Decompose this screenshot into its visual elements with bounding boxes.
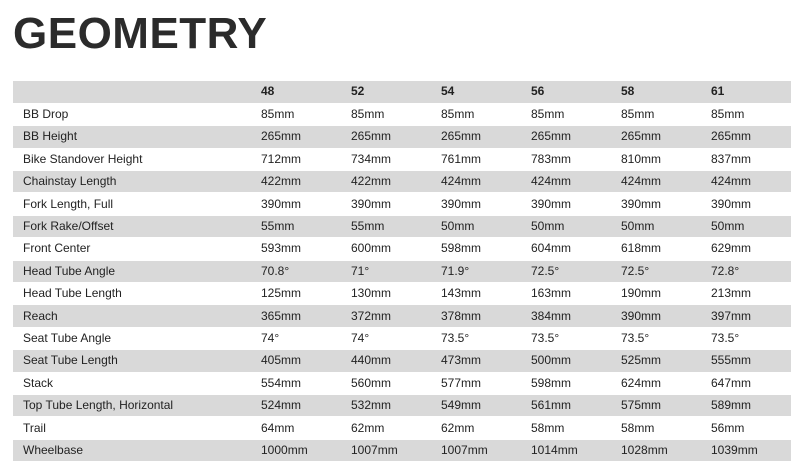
- row-label: Front Center: [13, 238, 251, 260]
- row-label: Wheelbase: [13, 439, 251, 461]
- table-row: [13, 417, 791, 439]
- value-cell: 55mm: [341, 215, 431, 237]
- row-label: Fork Rake/Offset: [13, 215, 251, 237]
- value-cell: 600mm: [341, 238, 431, 260]
- row-label: BB Drop: [13, 103, 251, 125]
- value-cell: 554mm: [251, 372, 341, 394]
- value-cell: 73.5°: [611, 327, 701, 349]
- table-row: [13, 103, 791, 125]
- value-cell: 712mm: [251, 148, 341, 170]
- table-row: [13, 171, 791, 193]
- table-row: [13, 215, 791, 237]
- value-cell: 50mm: [701, 215, 791, 237]
- size-header: 58: [611, 81, 701, 103]
- value-cell: 424mm: [611, 171, 701, 193]
- row-label: Bike Standover Height: [13, 148, 251, 170]
- value-cell: 265mm: [341, 126, 431, 148]
- value-cell: 1007mm: [341, 439, 431, 461]
- value-cell: 71°: [341, 260, 431, 282]
- value-cell: 440mm: [341, 350, 431, 372]
- value-cell: 422mm: [251, 171, 341, 193]
- row-label: Stack: [13, 372, 251, 394]
- value-cell: 525mm: [611, 350, 701, 372]
- value-cell: 604mm: [521, 238, 611, 260]
- value-cell: 74°: [341, 327, 431, 349]
- value-cell: 58mm: [611, 417, 701, 439]
- value-cell: 265mm: [521, 126, 611, 148]
- table-row: [13, 126, 791, 148]
- row-label: Seat Tube Angle: [13, 327, 251, 349]
- row-label: Chainstay Length: [13, 171, 251, 193]
- value-cell: 73.5°: [521, 327, 611, 349]
- value-cell: 647mm: [701, 372, 791, 394]
- table-row: [13, 283, 791, 305]
- value-cell: 56mm: [701, 417, 791, 439]
- value-cell: 125mm: [251, 283, 341, 305]
- value-cell: 85mm: [701, 103, 791, 125]
- value-cell: 372mm: [341, 305, 431, 327]
- value-cell: 1028mm: [611, 439, 701, 461]
- value-cell: 265mm: [431, 126, 521, 148]
- value-cell: 85mm: [341, 103, 431, 125]
- value-cell: 58mm: [521, 417, 611, 439]
- value-cell: 72.8°: [701, 260, 791, 282]
- value-cell: 549mm: [431, 394, 521, 416]
- table-row: [13, 350, 791, 372]
- value-cell: 555mm: [701, 350, 791, 372]
- value-cell: 384mm: [521, 305, 611, 327]
- value-cell: 589mm: [701, 394, 791, 416]
- value-cell: 837mm: [701, 148, 791, 170]
- row-label: Head Tube Length: [13, 283, 251, 305]
- value-cell: 810mm: [611, 148, 701, 170]
- header-label-cell: [13, 81, 251, 103]
- value-cell: 598mm: [431, 238, 521, 260]
- value-cell: 1000mm: [251, 439, 341, 461]
- size-header: 56: [521, 81, 611, 103]
- row-label: Head Tube Angle: [13, 260, 251, 282]
- value-cell: 577mm: [431, 372, 521, 394]
- value-cell: 397mm: [701, 305, 791, 327]
- table-header-row: [13, 81, 791, 103]
- table-row: [13, 260, 791, 282]
- row-label: Trail: [13, 417, 251, 439]
- value-cell: 85mm: [431, 103, 521, 125]
- value-cell: 734mm: [341, 148, 431, 170]
- row-label: Reach: [13, 305, 251, 327]
- value-cell: 390mm: [701, 193, 791, 215]
- table-row: [13, 148, 791, 170]
- value-cell: 524mm: [251, 394, 341, 416]
- value-cell: 50mm: [431, 215, 521, 237]
- value-cell: 390mm: [251, 193, 341, 215]
- table-row: [13, 439, 791, 461]
- value-cell: 55mm: [251, 215, 341, 237]
- table-row: [13, 193, 791, 215]
- value-cell: 64mm: [251, 417, 341, 439]
- value-cell: 618mm: [611, 238, 701, 260]
- value-cell: 532mm: [341, 394, 431, 416]
- value-cell: 85mm: [251, 103, 341, 125]
- value-cell: 405mm: [251, 350, 341, 372]
- table-row: [13, 394, 791, 416]
- row-label: BB Height: [13, 126, 251, 148]
- value-cell: 143mm: [431, 283, 521, 305]
- value-cell: 265mm: [611, 126, 701, 148]
- value-cell: 424mm: [431, 171, 521, 193]
- value-cell: 1007mm: [431, 439, 521, 461]
- value-cell: 390mm: [521, 193, 611, 215]
- value-cell: 213mm: [701, 283, 791, 305]
- value-cell: 163mm: [521, 283, 611, 305]
- value-cell: 560mm: [341, 372, 431, 394]
- value-cell: 575mm: [611, 394, 701, 416]
- value-cell: 70.8°: [251, 260, 341, 282]
- value-cell: 85mm: [521, 103, 611, 125]
- value-cell: 424mm: [701, 171, 791, 193]
- value-cell: 72.5°: [521, 260, 611, 282]
- value-cell: 424mm: [521, 171, 611, 193]
- page-title: GEOMETRY: [13, 9, 268, 58]
- value-cell: 62mm: [431, 417, 521, 439]
- value-cell: 629mm: [701, 238, 791, 260]
- value-cell: 593mm: [251, 238, 341, 260]
- value-cell: 73.5°: [701, 327, 791, 349]
- table-row: [13, 305, 791, 327]
- table-row: [13, 238, 791, 260]
- value-cell: 50mm: [611, 215, 701, 237]
- value-cell: 71.9°: [431, 260, 521, 282]
- table-row: [13, 372, 791, 394]
- value-cell: 73.5°: [431, 327, 521, 349]
- value-cell: 190mm: [611, 283, 701, 305]
- value-cell: 72.5°: [611, 260, 701, 282]
- value-cell: 500mm: [521, 350, 611, 372]
- value-cell: 85mm: [611, 103, 701, 125]
- value-cell: 378mm: [431, 305, 521, 327]
- geometry-table: [13, 81, 791, 462]
- value-cell: 390mm: [611, 305, 701, 327]
- value-cell: 390mm: [341, 193, 431, 215]
- table-row: [13, 327, 791, 349]
- row-label: Fork Length, Full: [13, 193, 251, 215]
- size-header: 48: [251, 81, 341, 103]
- value-cell: 761mm: [431, 148, 521, 170]
- value-cell: 74°: [251, 327, 341, 349]
- value-cell: 422mm: [341, 171, 431, 193]
- size-header: 52: [341, 81, 431, 103]
- row-label: Seat Tube Length: [13, 350, 251, 372]
- value-cell: 390mm: [431, 193, 521, 215]
- value-cell: 62mm: [341, 417, 431, 439]
- size-header: 61: [701, 81, 791, 103]
- value-cell: 265mm: [701, 126, 791, 148]
- value-cell: 390mm: [611, 193, 701, 215]
- value-cell: 783mm: [521, 148, 611, 170]
- size-header: 54: [431, 81, 521, 103]
- value-cell: 598mm: [521, 372, 611, 394]
- value-cell: 365mm: [251, 305, 341, 327]
- value-cell: 265mm: [251, 126, 341, 148]
- value-cell: 50mm: [521, 215, 611, 237]
- value-cell: 624mm: [611, 372, 701, 394]
- value-cell: 130mm: [341, 283, 431, 305]
- row-label: Top Tube Length, Horizontal: [13, 394, 251, 416]
- value-cell: 1014mm: [521, 439, 611, 461]
- value-cell: 561mm: [521, 394, 611, 416]
- value-cell: 1039mm: [701, 439, 791, 461]
- table-body: [13, 103, 791, 461]
- value-cell: 473mm: [431, 350, 521, 372]
